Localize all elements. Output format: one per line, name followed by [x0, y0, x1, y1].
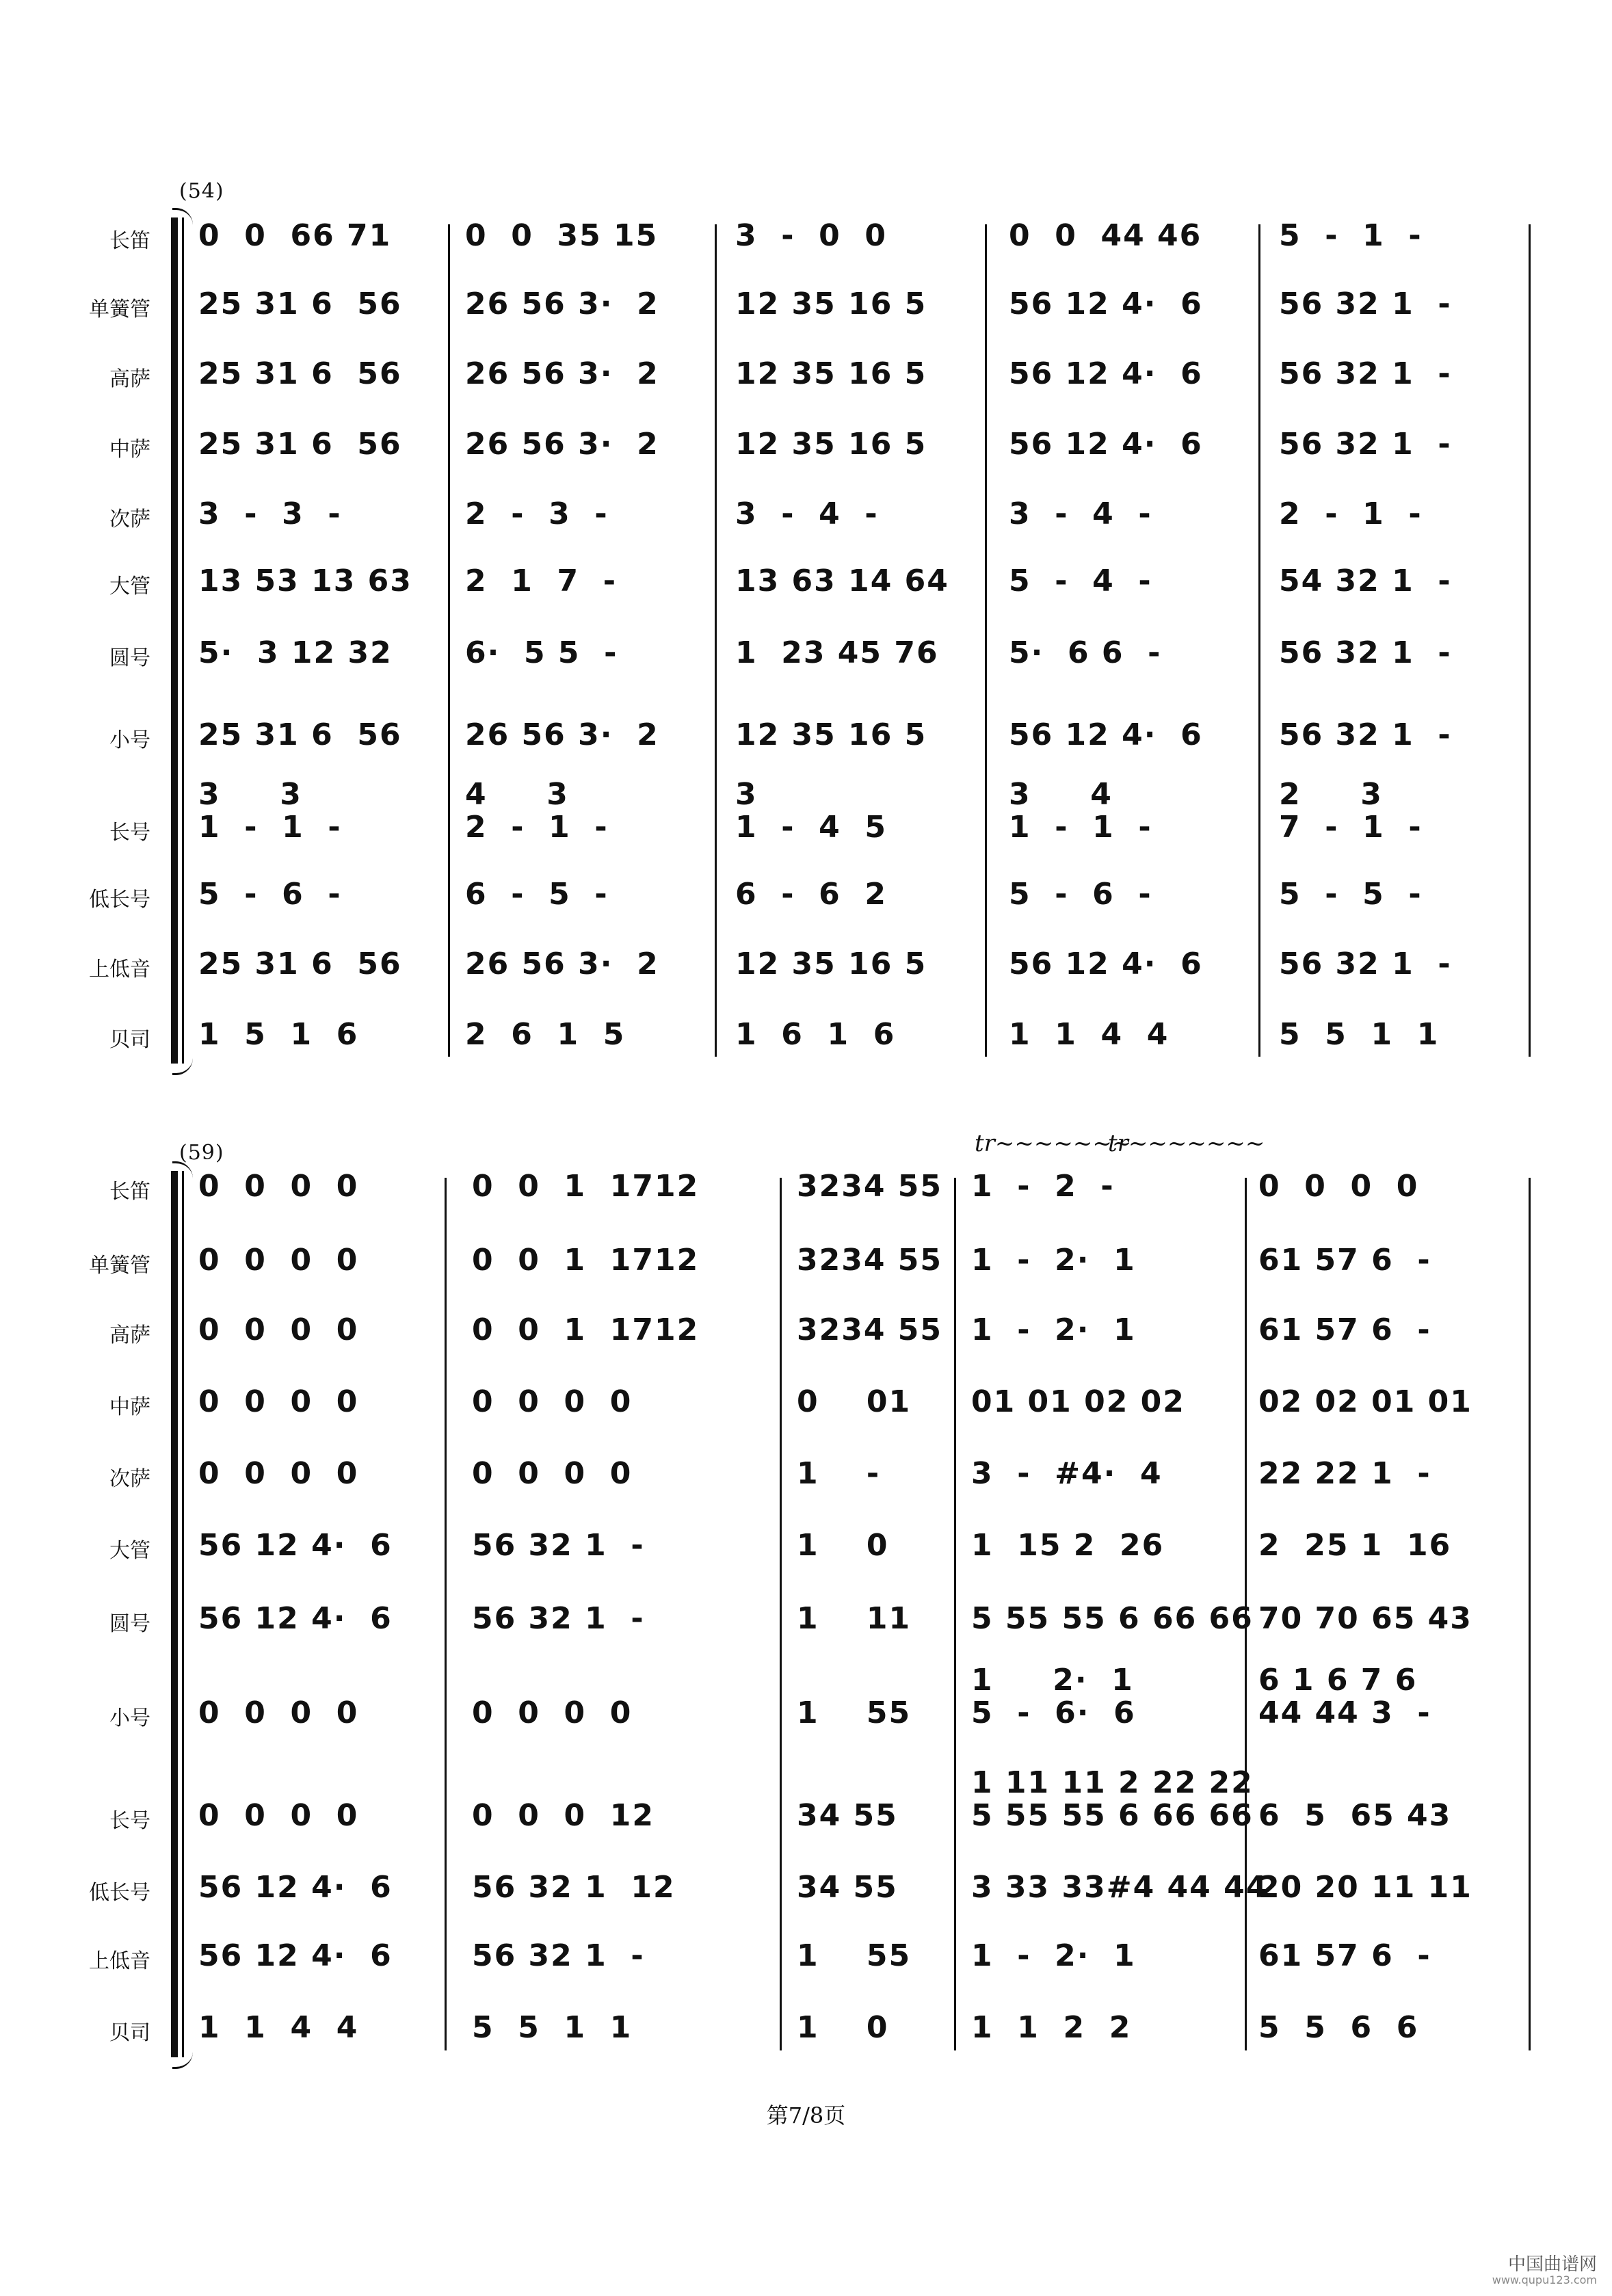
- measure-notes: 56 32 1 -: [1279, 717, 1452, 752]
- measure-notes: 5 - 4 -: [1009, 564, 1152, 598]
- measure-notes: 12 35 16 5: [735, 287, 927, 321]
- measure-notes: 5· 6 6 -: [1009, 635, 1162, 670]
- instrument-label: 上低音: [89, 958, 150, 981]
- measure-notes: 56 32 1 -: [1279, 287, 1452, 321]
- measure-notes: 56 32 1 -: [472, 1601, 645, 1636]
- instrument-label: 贝司: [109, 2021, 150, 2045]
- measure-notes: 25 31 6 56: [198, 356, 402, 391]
- measure-notes: 0 0 1 1712: [472, 1169, 700, 1204]
- instrument-label: 长笛: [109, 1180, 150, 1204]
- measure-notes: 1 11: [797, 1601, 912, 1636]
- measure-notes: 1 -: [797, 1456, 881, 1491]
- measure-notes: 26 56 3· 2: [465, 287, 659, 321]
- measure-notes: 1 0: [797, 2010, 889, 2045]
- measure-notes: 2 6 1 5: [465, 1017, 626, 1052]
- measure-notes: 1 - 2· 1: [971, 1243, 1136, 1278]
- measure-notes: 56 12 4· 6: [1009, 427, 1203, 462]
- measure-notes: 1 55: [797, 1938, 912, 1973]
- measure-notes: 2 25 1 16: [1258, 1528, 1452, 1563]
- measure-notes: 12 35 16 5: [735, 356, 927, 391]
- barline: [780, 1178, 782, 2050]
- measure-notes: 56 12 4· 6: [198, 1528, 393, 1563]
- measure-notes: 34 55: [797, 1870, 898, 1905]
- barline: [985, 224, 987, 1057]
- measure-notes: 5 - 6 -: [1009, 877, 1152, 912]
- instrument-label: 大管: [109, 1539, 150, 1563]
- measure-notes: 0 0 1 1712: [472, 1312, 700, 1347]
- measure-notes: 1 - 4 5: [735, 810, 888, 845]
- measure-notes: 22 22 1 -: [1258, 1456, 1431, 1491]
- measure-notes: 0 0 0 0: [198, 1384, 359, 1419]
- measure-number-label: (59): [179, 1141, 224, 1165]
- measure-notes: 12 35 16 5: [735, 427, 927, 462]
- bracket-cap-top: [172, 208, 193, 225]
- upper-part-notes: 6 1 6 7 6: [1258, 1663, 1418, 1698]
- instrument-label: 大管: [109, 575, 150, 598]
- measure-notes: 0 0 0 0: [198, 1169, 359, 1204]
- trill-mark: tr~~~~~~~: [975, 1130, 1132, 1157]
- measure-notes: 5 - 6 -: [198, 877, 342, 912]
- measure-notes: 25 31 6 56: [198, 947, 402, 981]
- measure-notes: 12 35 16 5: [735, 717, 927, 752]
- measure-notes: 0 0 35 15: [465, 218, 659, 253]
- measure-notes: 56 12 4· 6: [198, 1938, 393, 1973]
- measure-notes: 56 32 1 12: [472, 1870, 676, 1905]
- measure-notes: 34 55: [797, 1798, 898, 1833]
- measure-notes: 6 - 6 2: [735, 877, 888, 912]
- measure-notes: 1 - 2· 1: [971, 1312, 1136, 1347]
- upper-part-notes: 1 11 11 2 22 22: [971, 1765, 1254, 1800]
- measure-notes: 26 56 3· 2: [465, 947, 659, 981]
- measure-notes: 1 - 2· 1: [971, 1938, 1136, 1973]
- measure-notes: 5 5 1 1: [472, 2010, 633, 2045]
- measure-notes: 6· 5 5 -: [465, 635, 618, 670]
- measure-notes: 56 32 1 -: [1279, 635, 1452, 670]
- measure-notes: 25 31 6 56: [198, 427, 402, 462]
- measure-notes: 5 - 1 -: [1279, 218, 1423, 253]
- instrument-label: 高萨: [109, 1323, 150, 1347]
- measure-notes: 13 53 13 63: [198, 564, 412, 598]
- trill-mark: tr~~~~~~~: [1108, 1130, 1265, 1157]
- upper-part-notes: 3 3: [198, 777, 302, 812]
- measure-notes: 26 56 3· 2: [465, 717, 659, 752]
- instrument-label: 圆号: [109, 1612, 150, 1636]
- measure-notes: 25 31 6 56: [198, 287, 402, 321]
- instrument-label: 高萨: [109, 367, 150, 391]
- upper-part-notes: 2 3: [1279, 777, 1383, 812]
- measure-notes: 3 33 33#4 44 44: [971, 1870, 1269, 1905]
- measure-notes: 0 01: [797, 1384, 912, 1419]
- measure-notes: 1 15 2 26: [971, 1528, 1165, 1563]
- watermark-url: www.qupu123.com: [1492, 2273, 1597, 2287]
- barline: [1529, 1178, 1531, 2050]
- instrument-label: 上低音: [89, 1949, 150, 1973]
- system-bracket: [171, 1171, 178, 2057]
- measure-notes: 13 63 14 64: [735, 564, 949, 598]
- measure-notes: 5 - 5 -: [1279, 877, 1423, 912]
- measure-notes: 61 57 6 -: [1258, 1312, 1431, 1347]
- instrument-label: 圆号: [109, 646, 150, 670]
- upper-part-notes: 3 4: [1009, 777, 1113, 812]
- watermark-name: 中国曲谱网: [1507, 2254, 1597, 2275]
- instrument-label: 小号: [109, 728, 150, 752]
- measure-notes: 1 6 1 6: [735, 1017, 896, 1052]
- system-bracket: [171, 217, 178, 1064]
- measure-notes: 56 32 1 -: [1279, 427, 1452, 462]
- instrument-label: 低长号: [89, 888, 150, 912]
- measure-notes: 56 32 1 -: [472, 1938, 645, 1973]
- measure-notes: 6 5 65 43: [1258, 1798, 1452, 1833]
- bracket-cap-bottom: [172, 1058, 193, 1075]
- measure-notes: 1 1 4 4: [198, 2010, 359, 2045]
- measure-notes: 1 1 4 4: [1009, 1017, 1170, 1052]
- measure-notes: 1 - 1 -: [198, 810, 342, 845]
- instrument-label: 长号: [109, 821, 150, 845]
- instrument-label: 次萨: [109, 507, 150, 531]
- instrument-label: 次萨: [109, 1467, 150, 1491]
- measure-notes: 26 56 3· 2: [465, 427, 659, 462]
- instrument-label: 长号: [109, 1809, 150, 1833]
- barline: [715, 224, 717, 1057]
- bracket-cap-bottom: [172, 2052, 193, 2069]
- measure-notes: 2 - 1 -: [1279, 497, 1423, 531]
- instrument-label: 低长号: [89, 1881, 150, 1905]
- measure-notes: 5 55 55 6 66 66: [971, 1601, 1254, 1636]
- instrument-label: 中萨: [109, 1395, 150, 1419]
- measure-notes: 3 - 4 -: [1009, 497, 1152, 531]
- instrument-label: 长笛: [109, 229, 150, 253]
- measure-notes: 0 0 0 0: [472, 1695, 633, 1730]
- measure-notes: 0 0 0 0: [1258, 1169, 1419, 1204]
- measure-notes: 61 57 6 -: [1258, 1243, 1431, 1278]
- measure-notes: 3234 55: [797, 1169, 943, 1204]
- measure-notes: 1 5 1 6: [198, 1017, 359, 1052]
- measure-number-label: (54): [179, 179, 224, 203]
- upper-part-notes: 3: [735, 777, 758, 812]
- measure-notes: 56 32 1 -: [1279, 947, 1452, 981]
- measure-notes: 0 0 0 0: [198, 1456, 359, 1491]
- watermark: [1492, 2255, 1597, 2286]
- measure-notes: 54 32 1 -: [1279, 564, 1452, 598]
- measure-notes: 44 44 3 -: [1258, 1695, 1431, 1730]
- measure-notes: 56 12 4· 6: [198, 1870, 393, 1905]
- measure-notes: 1 23 45 76: [735, 635, 939, 670]
- measure-notes: 0 0 66 71: [198, 218, 392, 253]
- instrument-label: 单簧管: [89, 298, 150, 321]
- measure-notes: 3234 55: [797, 1312, 943, 1347]
- measure-notes: 1 55: [797, 1695, 912, 1730]
- measure-notes: 1 - 1 -: [1009, 810, 1152, 845]
- instrument-label: 小号: [109, 1706, 150, 1730]
- measure-notes: 56 12 4· 6: [1009, 287, 1203, 321]
- measure-notes: 5 5 1 1: [1279, 1017, 1440, 1052]
- page-number: 第7/8页: [766, 2102, 846, 2128]
- measure-notes: 3 - 3 -: [198, 497, 342, 531]
- measure-notes: 0 0 1 1712: [472, 1243, 700, 1278]
- measure-notes: 0 0 0 0: [198, 1243, 359, 1278]
- measure-notes: 20 20 11 11: [1258, 1870, 1472, 1905]
- measure-notes: 70 70 65 43: [1258, 1601, 1472, 1636]
- measure-notes: 0 0 0 0: [198, 1312, 359, 1347]
- measure-notes: 1 0: [797, 1528, 889, 1563]
- measure-notes: 5 - 6· 6: [971, 1695, 1136, 1730]
- barline: [445, 1178, 447, 2050]
- upper-part-notes: 1 2· 1: [971, 1663, 1134, 1698]
- measure-notes: 0 0 44 46: [1009, 218, 1202, 253]
- measure-notes: 56 12 4· 6: [1009, 947, 1203, 981]
- measure-notes: 01 01 02 02: [971, 1384, 1185, 1419]
- barline: [954, 1178, 956, 2050]
- measure-notes: 02 02 01 01: [1258, 1384, 1472, 1419]
- measure-notes: 26 56 3· 2: [465, 356, 659, 391]
- instrument-label: 贝司: [109, 1028, 150, 1052]
- instrument-label: 单簧管: [89, 1254, 150, 1278]
- measure-notes: 0 0 0 0: [198, 1695, 359, 1730]
- measure-notes: 3 - #4· 4: [971, 1456, 1163, 1491]
- measure-notes: 2 1 7 -: [465, 564, 618, 598]
- measure-notes: 25 31 6 56: [198, 717, 402, 752]
- measure-notes: 12 35 16 5: [735, 947, 927, 981]
- barline: [448, 224, 450, 1057]
- system-bracket-line: [182, 1171, 184, 2057]
- measure-notes: 3 - 4 -: [735, 497, 879, 531]
- instrument-label: 中萨: [109, 438, 150, 462]
- measure-notes: 5· 3 12 32: [198, 635, 393, 670]
- measure-notes: 2 - 3 -: [465, 497, 609, 531]
- measure-notes: 56 12 4· 6: [1009, 356, 1203, 391]
- measure-notes: 0 0 0 0: [198, 1798, 359, 1833]
- measure-notes: 56 32 1 -: [472, 1528, 645, 1563]
- barline: [1529, 224, 1531, 1057]
- measure-notes: 56 32 1 -: [1279, 356, 1452, 391]
- measure-notes: 1 1 2 2: [971, 2010, 1132, 2045]
- measure-notes: 0 0 0 12: [472, 1798, 655, 1833]
- measure-notes: 0 0 0 0: [472, 1384, 633, 1419]
- measure-notes: 1 - 2 -: [971, 1169, 1115, 1204]
- upper-part-notes: 4 3: [465, 777, 569, 812]
- measure-notes: 6 - 5 -: [465, 877, 609, 912]
- system-bracket-line: [182, 217, 184, 1064]
- barline: [1258, 224, 1260, 1057]
- measure-notes: 5 5 6 6: [1258, 2010, 1419, 2045]
- measure-notes: 7 - 1 -: [1279, 810, 1423, 845]
- measure-notes: 2 - 1 -: [465, 810, 609, 845]
- measure-notes: 56 12 4· 6: [198, 1601, 393, 1636]
- measure-notes: 0 0 0 0: [472, 1456, 633, 1491]
- measure-notes: 3 - 0 0: [735, 218, 888, 253]
- measure-notes: 61 57 6 -: [1258, 1938, 1431, 1973]
- measure-notes: 5 55 55 6 66 66: [971, 1798, 1254, 1833]
- measure-notes: 56 12 4· 6: [1009, 717, 1203, 752]
- measure-notes: 3234 55: [797, 1243, 943, 1278]
